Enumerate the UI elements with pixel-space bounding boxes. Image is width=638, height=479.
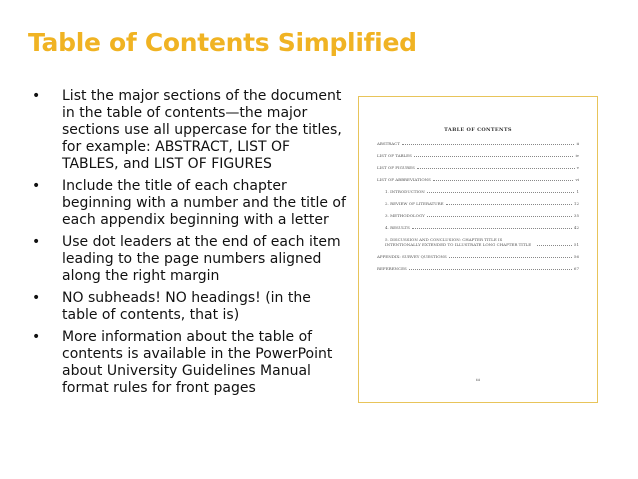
toc-row [377, 153, 579, 158]
toc-row [377, 141, 579, 146]
bullet-marker: • [32, 88, 41, 104]
toc-row-label: LIST OF FIGURES [377, 165, 415, 170]
dot-leader [449, 257, 572, 258]
toc-row-page: 1 [576, 189, 579, 194]
toc-row-label: 3. METHODOLOGY [385, 213, 425, 218]
toc-row [377, 177, 579, 182]
dot-leader [414, 156, 574, 157]
toc-row [377, 165, 579, 170]
bullet-item [28, 234, 346, 285]
dot-leader [409, 269, 572, 270]
toc-row-label: REFERENCES [377, 266, 407, 271]
toc-row-label: 5. DISCUSSION AND CONCLUSION: CHAPTER TITLE IS INTENTIONALLY EXTENDED TO ILLUSTRATE LONG CHAPTER TITLE [385, 237, 532, 247]
dot-leader [427, 192, 575, 193]
dot-leader [402, 144, 575, 145]
toc-row-label: LIST OF TABLES [377, 153, 412, 158]
toc-row-page: iv [575, 153, 579, 158]
dot-leader [427, 216, 572, 217]
toc-row-page: 42 [573, 225, 579, 230]
toc-row-page: vi [575, 177, 579, 182]
toc-row-label: ABSTRACT [377, 141, 400, 146]
toc-row-page: 12 [573, 201, 579, 206]
bullet-marker: • [32, 329, 41, 345]
dot-leader [417, 168, 575, 169]
toc-row-page: 35 [573, 213, 579, 218]
toc-row-label: LIST OF ABBREVIATIONS [377, 177, 431, 182]
toc-row [377, 189, 579, 194]
bullet-marker: • [32, 178, 41, 194]
toc-row [377, 237, 579, 247]
bullet-item [28, 290, 346, 324]
bullet-item [28, 178, 346, 229]
toc-row [377, 201, 579, 206]
toc-heading: TABLE OF CONTENTS [444, 127, 512, 133]
bullet-text: Include the title of each chapter beginning with a number and the title of each appendix beginning with a letter [62, 178, 346, 228]
toc-row-page: v [576, 165, 579, 170]
bullet-item [28, 88, 346, 173]
toc-row-label: 4. RESULTS [385, 225, 410, 230]
bullet-text: NO subheads! NO headings! (in the table of contents, that is) [62, 290, 311, 323]
toc-rows [377, 141, 579, 278]
bullet-text: Use dot leaders at the end of each item leading to the page numbers aligned along the right margin [62, 234, 341, 284]
toc-row-label: 2. REVIEW OF LITERATURE [385, 201, 444, 206]
toc-row [377, 254, 579, 259]
toc-row-page: ii [576, 141, 579, 146]
toc-row [377, 225, 579, 230]
toc-page-number: iii [476, 377, 480, 382]
bullet-text: More information about the table of contents is available in the PowerPoint about University Guidelines Manual format rules for front pages [62, 329, 333, 396]
dot-leader [412, 228, 572, 229]
bullet-marker: • [32, 290, 41, 306]
dot-leader [446, 204, 572, 205]
toc-row-label: APPENDIX: SURVEY QUESTIONS [377, 254, 447, 259]
bullet-marker: • [32, 234, 41, 250]
bullet-text: List the major sections of the document in the table of contents—the major sections use all uppercase for the titles, for example: ABSTRACT, LIST OF TABLES, and LIST OF FIGURES [62, 88, 342, 172]
toc-row-page: 56 [573, 254, 579, 259]
toc-row-page: 67 [573, 266, 579, 271]
dot-leader [433, 180, 574, 181]
toc-row [377, 266, 579, 271]
slide-title: Table of Contents Simplified [28, 28, 417, 57]
bullet-item [28, 329, 346, 397]
dot-leader [537, 245, 572, 246]
toc-row [377, 213, 579, 218]
toc-row-label: 1. INTRODUCTION [385, 189, 425, 194]
bullet-list [28, 88, 346, 402]
toc-row-page: 51 [573, 242, 579, 247]
toc-sample-image [358, 96, 598, 403]
